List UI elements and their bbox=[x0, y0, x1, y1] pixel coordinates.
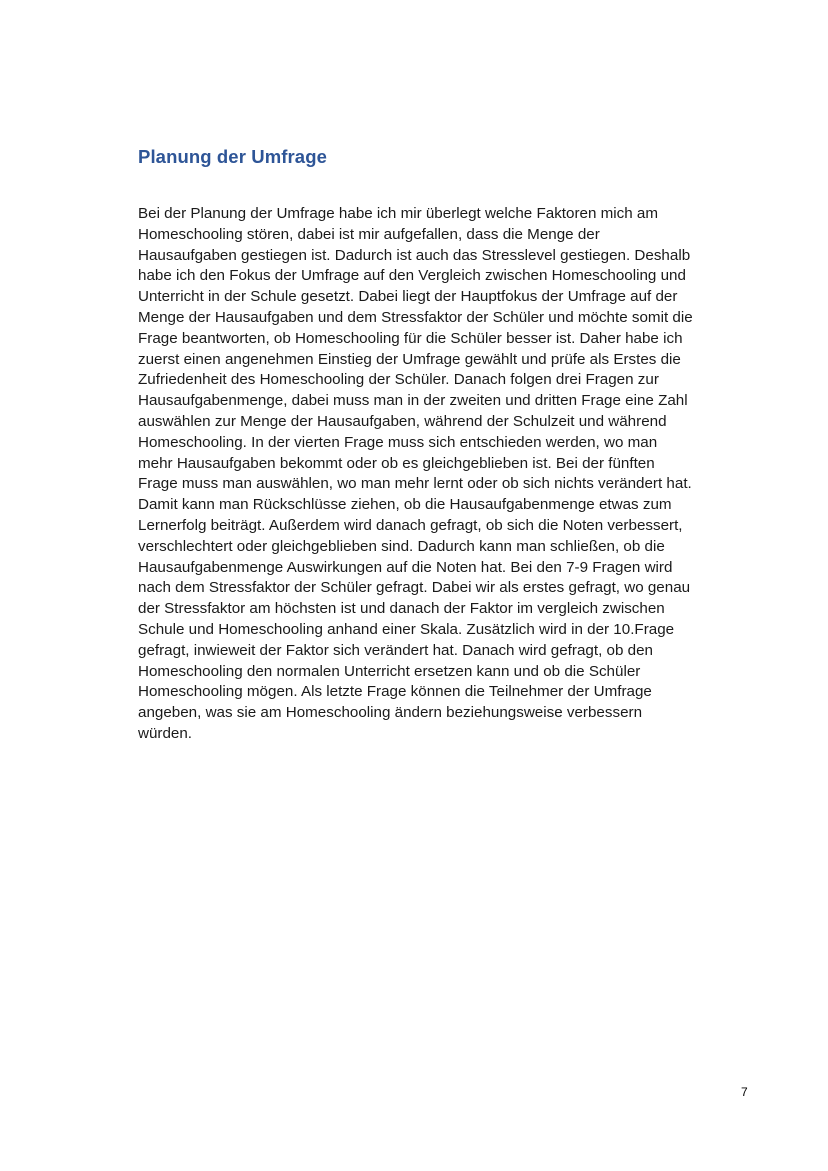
paragraph-line: habe ich den Fokus der Umfrage auf den Vergleich zwischen Homeschooling und bbox=[138, 267, 686, 285]
paragraph-line: würden. bbox=[138, 724, 193, 742]
paragraph-line: angeben, was sie am Homeschooling ändern beziehungsweise verbessern bbox=[138, 704, 643, 722]
paragraph-line: Menge der Hausaufgaben und dem Stressfaktor der Schüler und möchte somit die bbox=[138, 308, 693, 326]
paragraph-line: Hausaufgabenmenge Auswirkungen auf die Noten hat. Bei den 7-9 Fragen wird bbox=[138, 558, 673, 576]
page-number: 7 bbox=[741, 1085, 748, 1099]
paragraph-line: Homeschooling. In der vierten Frage muss sich entschieden werden, wo man bbox=[138, 433, 658, 451]
paragraph-line: Homeschooling den normalen Unterricht ersetzen kann und ob die Schüler bbox=[138, 662, 641, 680]
paragraph-line: Homeschooling stören, dabei ist mir aufgefallen, dass die Menge der bbox=[138, 225, 600, 243]
paragraph-line: auswählen zur Menge der Hausaufgaben, während der Schulzeit und während bbox=[138, 412, 667, 430]
paragraph-line: Schule und Homeschooling anhand einer Skala. Zusätzlich wird in der 10.Frage bbox=[138, 620, 675, 638]
paragraph-line: Hausaufgabenmenge, dabei muss man in der zweiten und dritten Frage eine Zahl bbox=[138, 392, 688, 410]
paragraph-line: gefragt, inwieweit der Faktor sich verändert hat. Danach wird gefragt, ob den bbox=[138, 641, 653, 659]
paragraph-line: verschlechtert oder gleichgeblieben sind. Dadurch kann man schließen, ob die bbox=[138, 537, 665, 555]
paragraph-line: Frage beantworten, ob Homeschooling für die Schüler besser ist. Daher habe ich bbox=[138, 329, 683, 347]
paragraph-line: Frage muss man auswählen, wo man mehr lernt oder ob sich nichts verändert hat. bbox=[138, 475, 692, 493]
paragraph-line: Lernerfolg beiträgt. Außerdem wird danach gefragt, ob sich die Noten verbessert, bbox=[138, 516, 683, 534]
paragraph-line: mehr Hausaufgaben bekommt oder ob es gleichgeblieben ist. Bei der fünften bbox=[138, 454, 655, 472]
paragraph-line: Bei der Planung der Umfrage habe ich mir überlegt welche Faktoren mich am bbox=[138, 205, 659, 222]
paragraph-line: der Stressfaktor am höchsten ist und danach der Faktor im vergleich zwischen bbox=[138, 600, 665, 618]
paragraph-line: Hausaufgaben gestiegen ist. Dadurch ist auch das Stresslevel gestiegen. Deshalb bbox=[138, 246, 691, 264]
paragraph-line: Unterricht in der Schule gesetzt. Dabei liegt der Hauptfokus der Umfrage auf der bbox=[138, 288, 678, 306]
section-heading: Planung der Umfrage bbox=[138, 146, 327, 167]
paragraph-line: zuerst einen angenehmen Einstieg der Umfrage gewählt und prüfe als Erstes die bbox=[138, 350, 681, 368]
paragraph-line: Homeschooling mögen. Als letzte Frage können die Teilnehmer der Umfrage bbox=[138, 683, 652, 701]
paragraph-line: Zufriedenheit des Homeschooling der Schüler. Danach folgen drei Fragen zur bbox=[138, 371, 659, 389]
body-paragraph bbox=[138, 204, 758, 745]
paragraph-line: nach dem Stressfaktor der Schüler gefragt. Dabei wir als erstes gefragt, wo genau bbox=[138, 579, 691, 597]
paragraph-line: Damit kann man Rückschlüsse ziehen, ob die Hausaufgabenmenge etwas zum bbox=[138, 496, 672, 514]
